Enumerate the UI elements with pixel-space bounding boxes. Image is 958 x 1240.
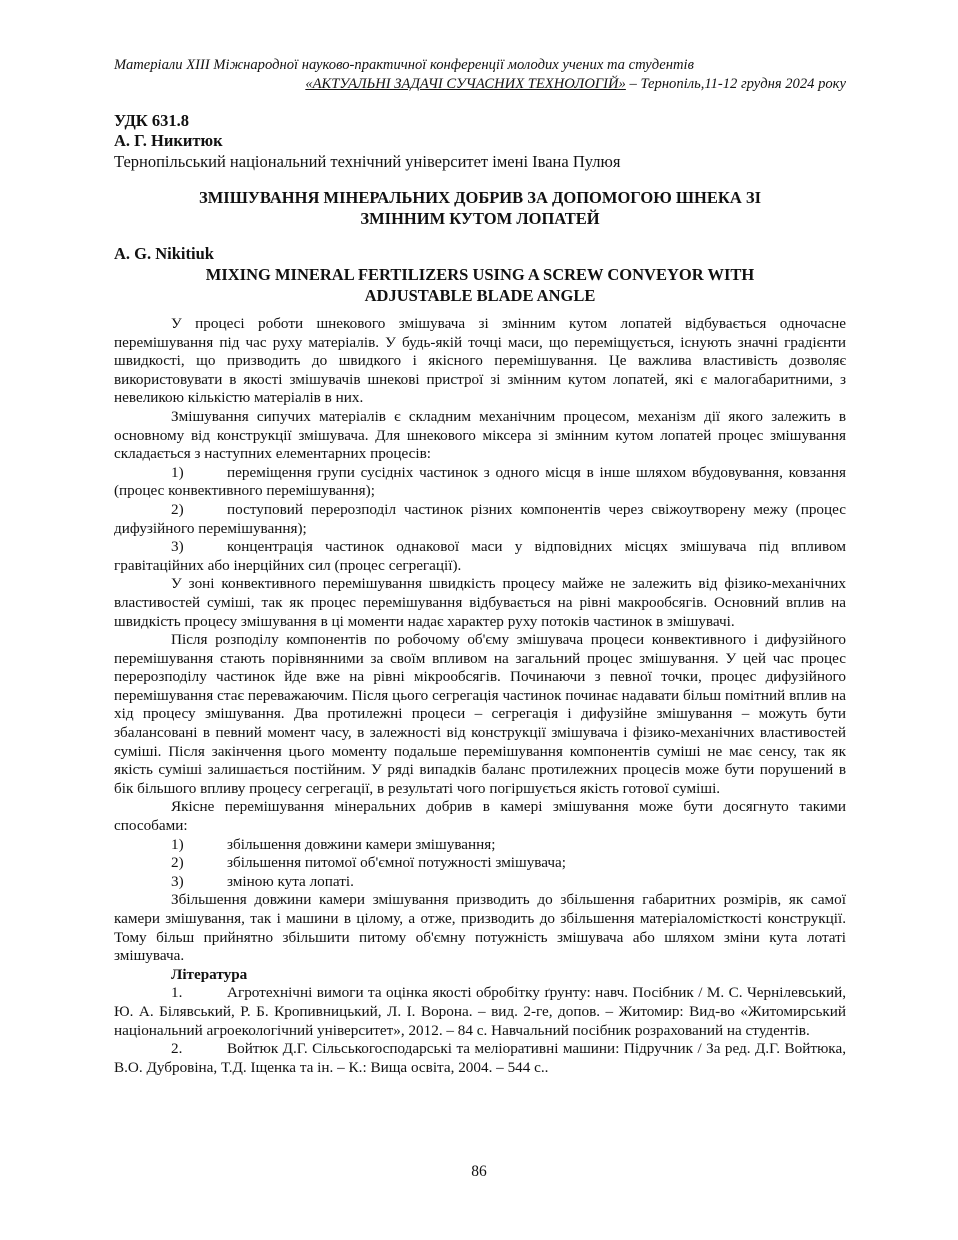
paragraph: Якісне перемішування мінеральних добрив в камері змішування може бути досягнуто такими способами: (114, 798, 846, 835)
title-ua-line-1: ЗМІШУВАННЯ МІНЕРАЛЬНИХ ДОБРИВ ЗА ДОПОМОГОЮ ШНЕКА ЗІ (198, 188, 762, 207)
running-header (114, 56, 846, 94)
udk-code: УДК 631.8 (114, 111, 190, 130)
author-ua: А. Г. Никитюк (114, 131, 223, 150)
reference-item: 1. Агротехнічні вимоги та оцінка якості обробітку ґрунту: навч. Посібник / М. С. Чернілевський, Ю. А. Білявський, Р. Б. Кропивницький, Л. І. Ворона. – вид. 2-ге, допов. – Житомир: Вид-во «Житомирський національний агроекологічний університет», 2012. – 84 с. Навчальний посібник розрахований на студентів. (114, 984, 846, 1039)
author-en: A. G. Nikitiuk (114, 244, 214, 263)
paragraph: У процесі роботи шнекового змішувача зі змінним кутом лопатей відбувається одночасне перемішування під час руху матеріалів. У будь-якій точці маси, що переміщується, існують значні градієнти швидкості, що призводить до швидкого і якісного перемішування. Це важлива властивість дозволяє використовувати в якості змішувачів шнекові пристрої зі змінним кутом лопатей, які є малогабаритними, з невеликою кількістю матеріалів в них. (114, 315, 846, 407)
reference-item: 2. Войтюк Д.Г. Сільськогосподарські та меліоративні машини: Підручник / За ред. Д.Г. Войтюка, В.О. Дубровіна, Т.Д. Іщенка та ін. – К.: Вища освіта, 2004. – 544 с.. (114, 1040, 846, 1076)
affiliation: Тернопільський національний технічний університет імені Івана Пулюя (114, 152, 621, 171)
list-item: 2) поступовий перерозподіл частинок різних компонентів через свіжоутворену межу (процес дифузійного перемішування); (114, 500, 846, 537)
title-ua-line-2: ЗМІННИМ КУТОМ ЛОПАТЕЙ (360, 209, 600, 228)
header-line-2 (114, 75, 846, 94)
conference-name: «АКТУАЛЬНІ ЗАДАЧІ СУЧАСНИХ ТЕХНОЛОГІЙ» (305, 76, 626, 92)
list-item: 3) зміною кута лопаті. (171, 872, 354, 890)
header-line-1: Матеріали XIII Міжнародної науково-практичної конференції молодих учених та студентів (114, 57, 694, 73)
list-item: 3) концентрація частинок однакової маси у відповідних місцях змішувача під впливом гравітаційних або інерційних сил (процес сегрегації). (114, 538, 846, 574)
paragraph: Збільшення довжини камери змішування призводить до збільшення габаритних розмірів, як самої камери змішування, так і машини в цілому, а отже, призводить до збільшення матеріаломісткості конструкції. Тому більш прийнятно збільшити питому об'ємну потужність змішувача або шляхом зміни кута лотаті змішувача. (114, 891, 846, 965)
paragraph: Змішування сипучих матеріалів є складним механічним процесом, механізм дії якого залежить в основному від конструкції змішувача. Для шнекового міксера зі змінним кутом лопатей процес змішування складається з наступних елементарних процесів: (114, 407, 846, 463)
document-page (114, 56, 846, 1077)
title-en (114, 264, 846, 306)
list-item: 2) збільшення питомої об'ємної потужності змішувача; (171, 854, 567, 872)
list-item: 1) переміщення групи сусідніх частинок з одного місця в інше шляхом вбудовування, ковзання (процес конвективного перемішування); (114, 463, 846, 500)
article-body (114, 315, 846, 1077)
title-ua (114, 187, 846, 229)
page-number: 86 (471, 1163, 487, 1180)
paragraph: У зоні конвективного перемішування швидкість процесу майже не залежить від фізико-механічних властивостей суміші, так як процес перемішування відбувається на рівні макрообсягів. Основний вплив на швидкість процесу змішування в ці моменти надає характер руху потоків частинок в змішувачі. (114, 575, 846, 630)
literature-heading: Література (171, 965, 248, 983)
paragraph: Після розподілу компонентів по робочому об'єму змішувача процеси конвективного і дифузійного перемішування стають порівнянними за своїм впливом на загальний процес змішування. У цей час процес перерозподілу частинок йде вже на рівні мікрообсягів. Починаючи з певної точки, процес дифузійного перемішування стає переважаючим. Після цього сегрегація частинок починає надавати більш помітний вплив на хід процесу змішування. Два протилежні процеси – сегрегація і дифузійне змішування – можуть бути збалансовані в певний момент часу, в залежності від конструкції змішувача і фізико-механічних властивостей суміші. Після закінчення цього моменту подальше перемішування компонентів суміші не має сенсу, так як якість суміші залишається постійним. У ряді випадків баланс протилежних процесів може бути порушений в бік більшого впливу процесу сегрегації, в результаті чого погіршується якість готової суміші. (114, 631, 846, 797)
place-date: – Тернопіль,11-12 грудня 2024 року (625, 76, 846, 92)
list-item: 1) збільшення довжини камери змішування; (171, 835, 496, 853)
title-en-line-1: MIXING MINERAL FERTILIZERS USING A SCREW CONVEYOR WITH (205, 265, 755, 284)
title-en-line-2: ADJUSTABLE BLADE ANGLE (364, 286, 596, 305)
